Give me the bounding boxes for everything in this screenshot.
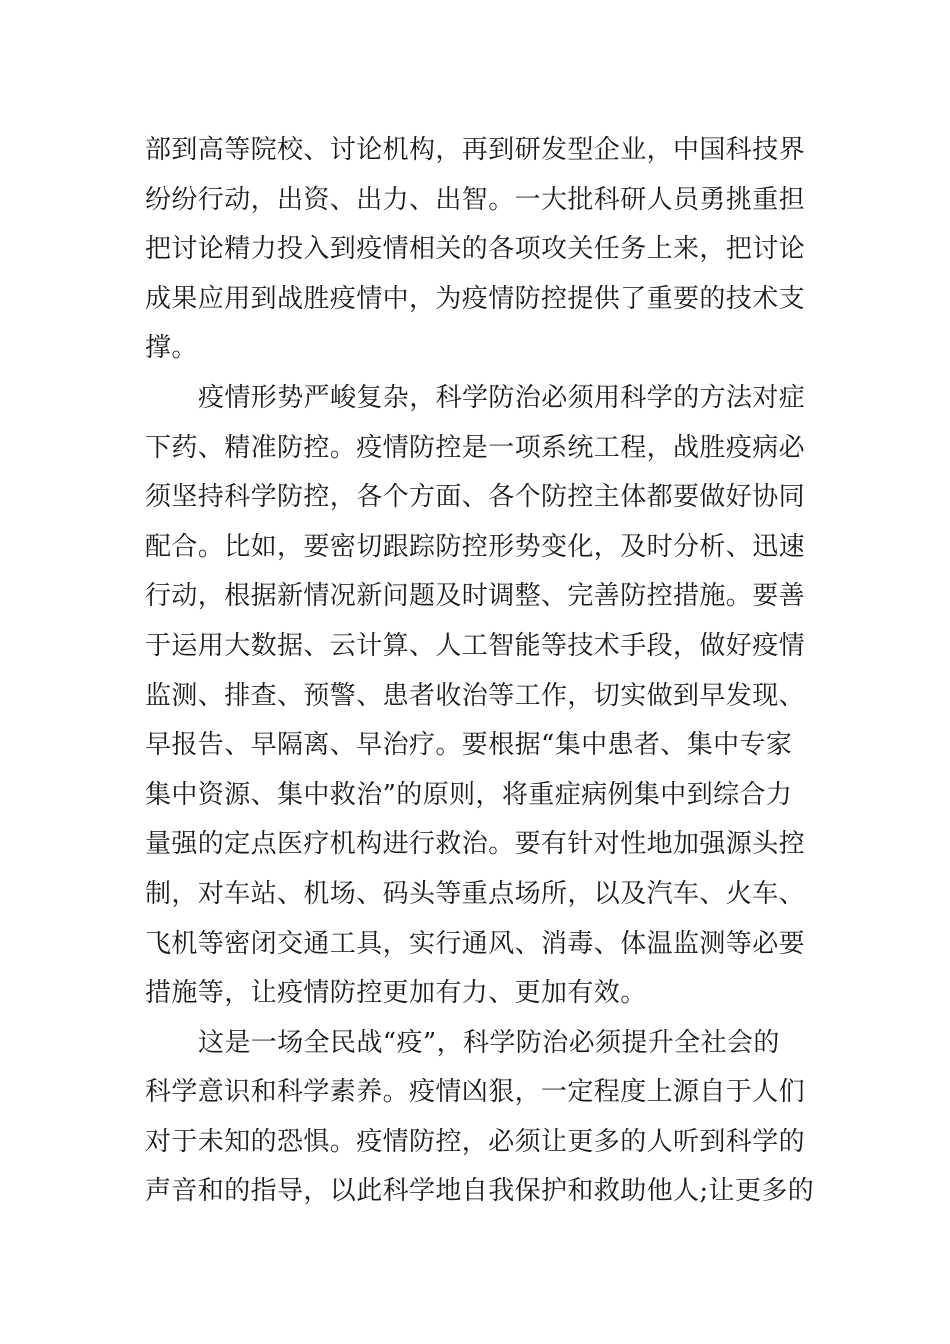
text-line: 成果应用到战胜疫情中，为疫情防控提供了重要的技术支 [145,283,806,314]
text-line: 科学意识和科学素养。疫情凶狠，一定程度上源自于人们 [145,1077,806,1108]
body-text [145,126,815,1217]
text-line: 配合。比如，要密切跟踪防控形势变化，及时分析、迅速 [145,531,806,562]
text-line: 纷纷行动，出资、出力、出智。一大批科研人员勇挑重担 [145,184,806,215]
text-line: 量强的定点医疗机构进行救治。要有针对性地加强源头控 [145,829,806,860]
text-line: 把讨论精力投入到疫情相关的各项攻关任务上来，把讨论 [145,234,806,265]
paragraph-2 [145,374,807,1019]
text-line: 行动，根据新情况新问题及时调整、完善防控措施。要善 [145,581,806,612]
text-line: 下药、精准防控。疫情防控是一项系统工程，战胜疫病必 [145,432,806,463]
text-line: 部到高等院校、讨论机构，再到研发型企业，中国科技界 [145,135,806,165]
text-line: 制，对车站、机场、码头等重点场所，以及汽车、火车、 [145,878,806,909]
text-line: 飞机等密闭交通工具，实行通风、消毒、体温监测等必要 [145,928,806,959]
text-line: 措施等，让疫情防控更加有力、更加有效。 [145,978,647,1009]
text-line: 须坚持科学防控，各个方面、各个防控主体都要做好协同 [145,482,806,513]
text-line: 这是一场全民战“疫”，科学防治必须提升全社会的 [198,1027,780,1058]
text-line: 集中资源、集中救治”的原则，将重症病例集中到综合力 [145,779,793,810]
text-line: 声音和的指导，以此科学地自我保护和救助他人;让更多的 [145,1176,815,1207]
text-line: 于运用大数据、云计算、人工智能等技术手段，做好疫情 [145,630,806,661]
text-line: 疫情形势严峻复杂，科学防治必须用科学的方法对症 [198,382,806,413]
text-line: 监测、排查、预警、患者收治等工作，切实做到早发现、 [145,680,806,711]
text-line: 撑。 [145,333,198,364]
text-line: 早报告、早隔离、早治疗。要根据“集中患者、集中专家 [145,730,793,761]
paragraph-1 [145,126,807,374]
paragraph-3 [145,1019,815,1217]
text-line: 对于未知的恐惧。疫情防控，必须让更多的人听到科学的 [145,1126,806,1157]
